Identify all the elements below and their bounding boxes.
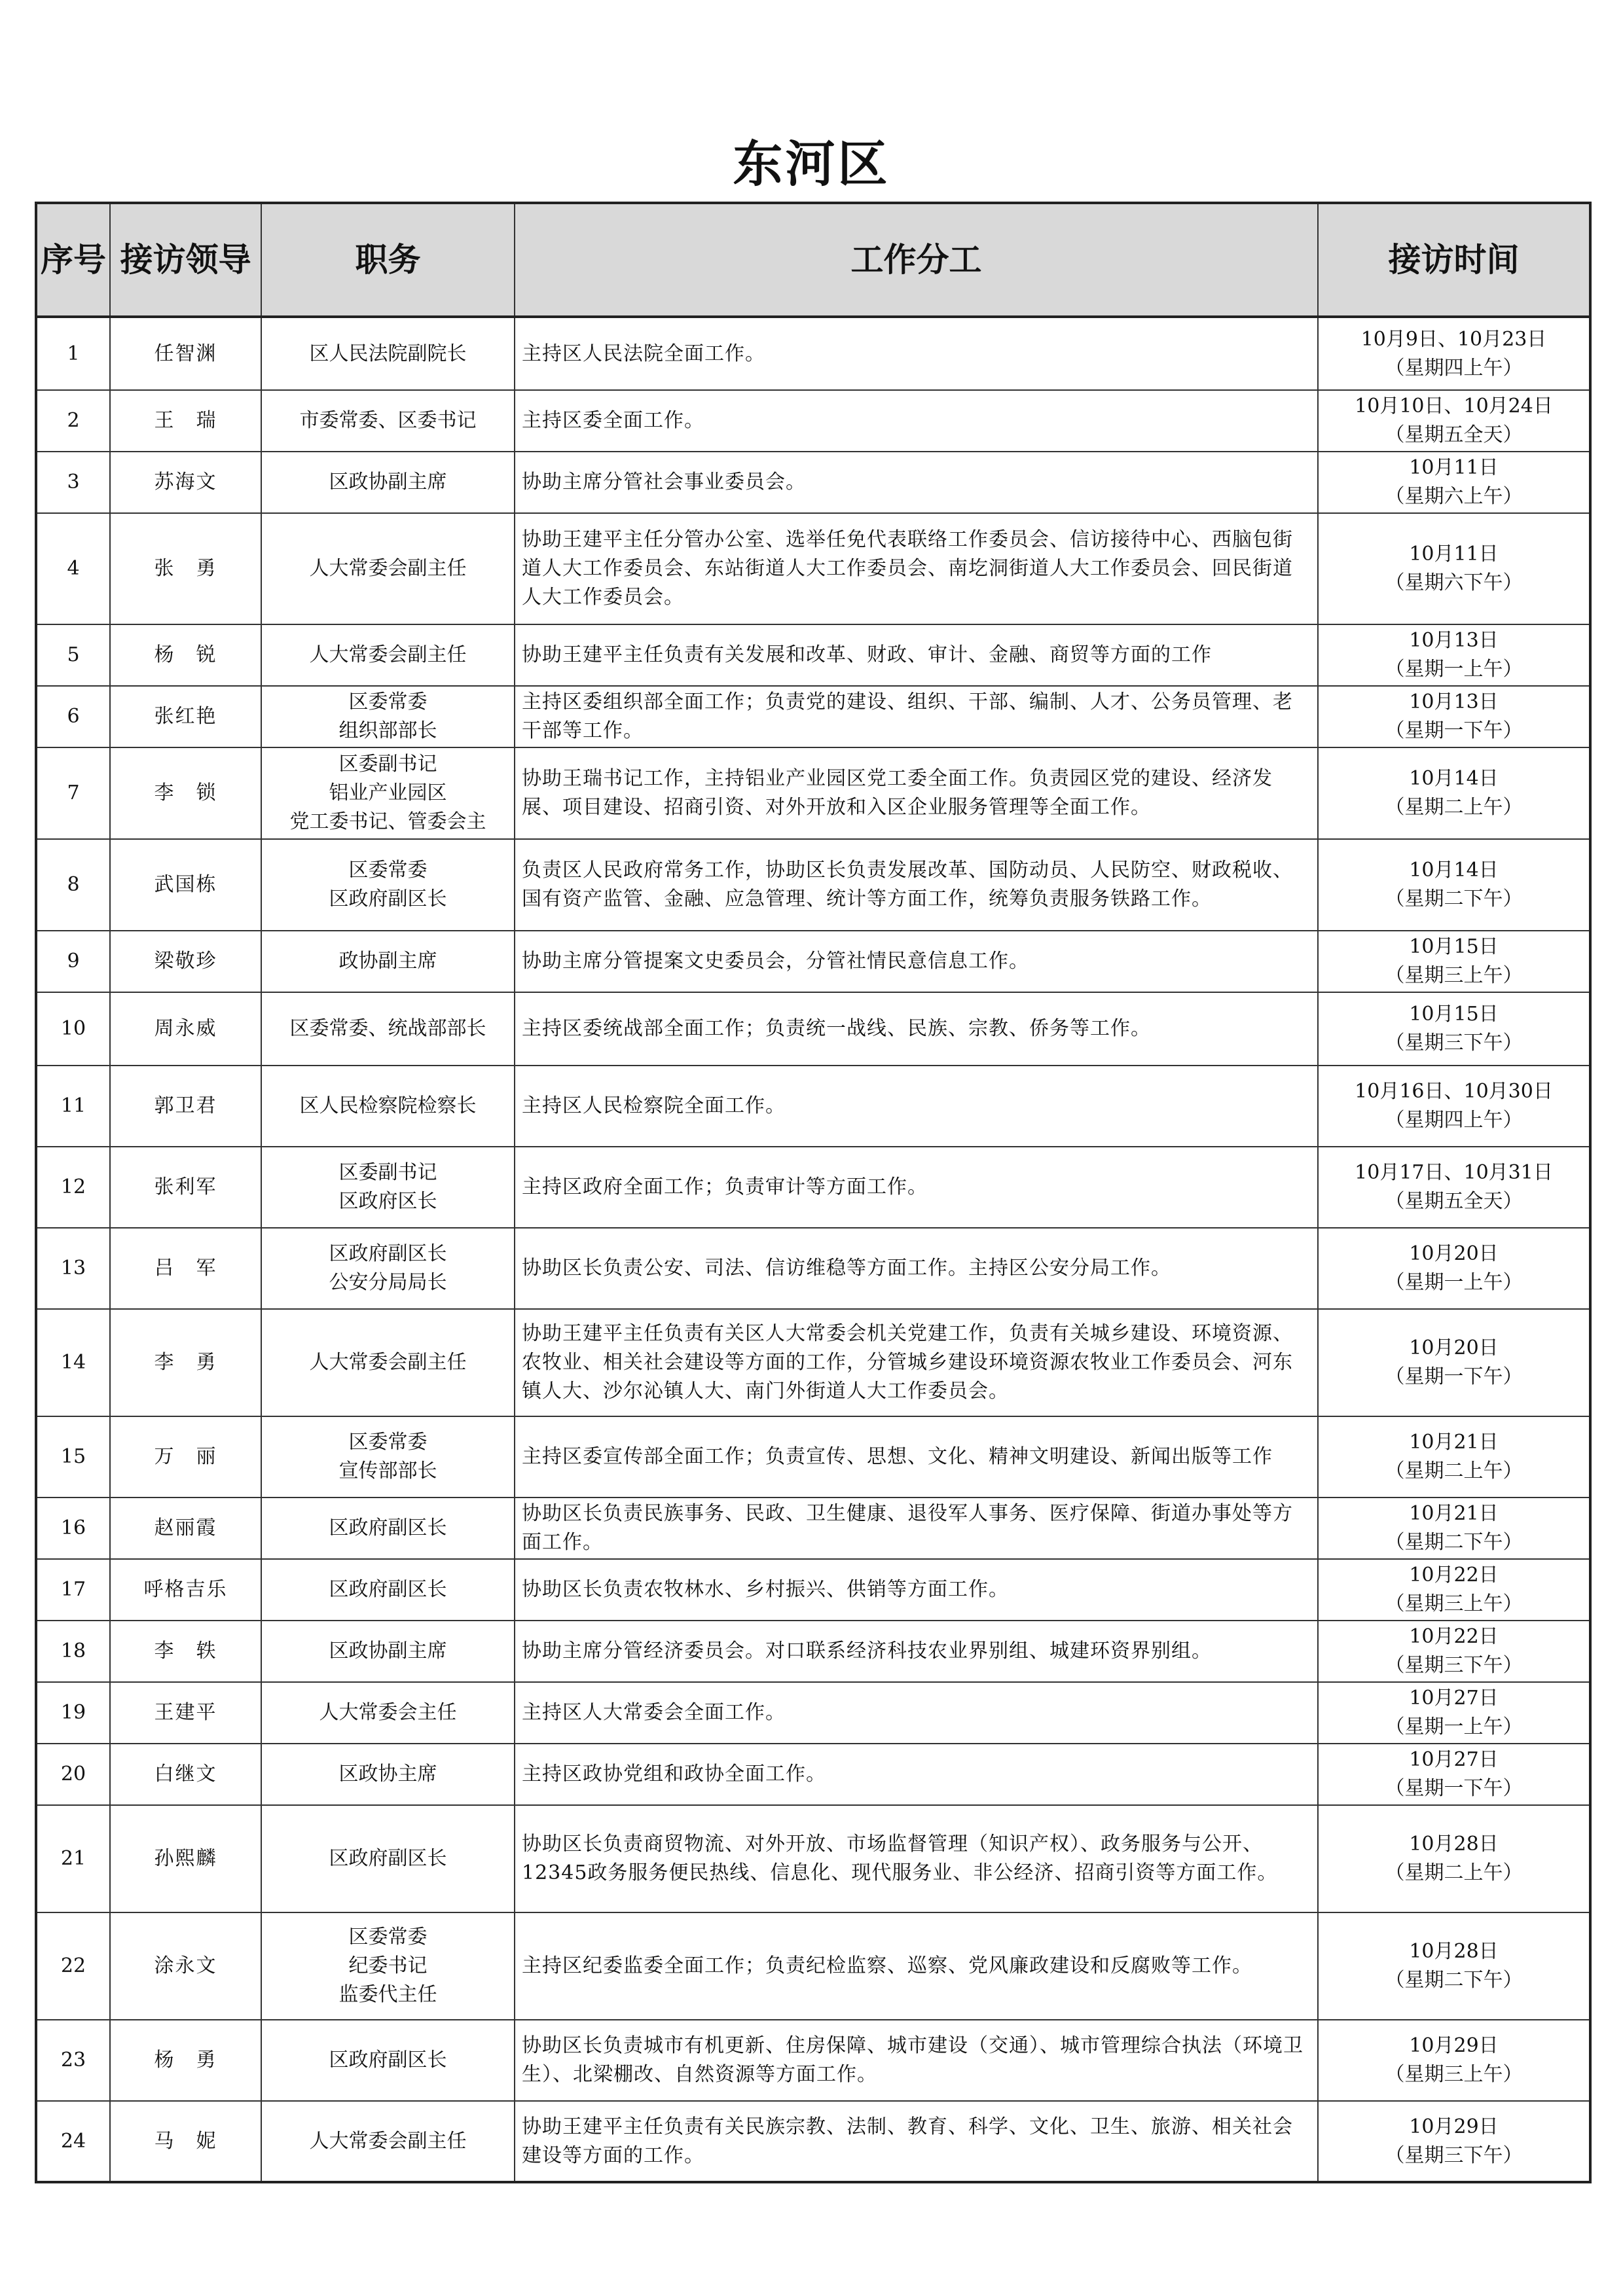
- row-number: 14: [36, 1309, 110, 1416]
- leader-name: 张利军: [110, 1147, 261, 1228]
- position-cell: 区委常委 宣传部部长: [261, 1416, 515, 1498]
- leader-name: 孙熙麟: [110, 1805, 261, 1912]
- position-cell: 人大常委会副主任: [261, 2101, 515, 2182]
- table-row: [36, 1066, 1590, 1147]
- row-number: 6: [36, 686, 110, 747]
- page-title: 东河区: [733, 135, 890, 193]
- table-row: [36, 1682, 1590, 1744]
- leader-name: 苏海文: [110, 452, 261, 513]
- position-cell: 区政府副区长: [261, 1805, 515, 1912]
- table-row: [36, 1228, 1590, 1309]
- duty-cell: 协助主席分管社会事业委员会。: [515, 452, 1318, 513]
- row-number: 13: [36, 1228, 110, 1309]
- table-row: [36, 1416, 1590, 1498]
- row-number: 11: [36, 1066, 110, 1147]
- table-row: [36, 1621, 1590, 1682]
- reception-time-cell: 10月22日 （星期三下午）: [1318, 1621, 1590, 1682]
- row-number: 9: [36, 931, 110, 992]
- table-row: [36, 1744, 1590, 1805]
- duty-cell: 协助区长负责城市有机更新、住房保障、城市建设（交通）、城市管理综合执法（环境卫生）、北梁棚改、自然资源等方面工作。: [515, 2020, 1318, 2101]
- duty-cell: 协助王建平主任负责有关发展和改革、财政、审计、金融、商贸等方面的工作: [515, 624, 1318, 686]
- leader-name: 张红艳: [110, 686, 261, 747]
- leader-name: 周永威: [110, 992, 261, 1066]
- table-row: [36, 931, 1590, 992]
- duty-cell: 协助王建平主任负责有关区人大常委会机关党建工作，负责有关城乡建设、环境资源、农牧业、相关社会建设等方面的工作，分管城乡建设环境资源农牧业工作委员会、河东镇人大、沙尔沁镇人大、南门外街道人大工作委员会。: [515, 1309, 1318, 1416]
- row-number: 12: [36, 1147, 110, 1228]
- row-number: 20: [36, 1744, 110, 1805]
- leader-name: 赵丽霞: [110, 1498, 261, 1559]
- row-number: 19: [36, 1682, 110, 1744]
- header-number: 序号: [36, 203, 110, 317]
- duty-cell: 协助主席分管提案文史委员会，分管社情民意信息工作。: [515, 931, 1318, 992]
- row-number: 5: [36, 624, 110, 686]
- row-number: 22: [36, 1912, 110, 2020]
- duty-cell: 负责区人民政府常务工作，协助区长负责发展改革、国防动员、人民防空、财政税收、国有资产监管、金融、应急管理、统计等方面工作，统筹负责服务铁路工作。: [515, 839, 1318, 931]
- leader-name: 李 勇: [110, 1309, 261, 1416]
- table-row: [36, 452, 1590, 513]
- header-duty: 工作分工: [515, 203, 1318, 317]
- row-number: 1: [36, 317, 110, 390]
- row-number: 21: [36, 1805, 110, 1912]
- duty-cell: 主持区人民法院全面工作。: [515, 317, 1318, 390]
- table-row: [36, 2020, 1590, 2101]
- duty-cell: 协助主席分管经济委员会。对口联系经济科技农业界别组、城建环资界别组。: [515, 1621, 1318, 1682]
- duty-cell: 主持区政协党组和政协全面工作。: [515, 1744, 1318, 1805]
- duty-cell: 协助区长负责商贸物流、对外开放、市场监督管理（知识产权）、政务服务与公开、12345政务服务便民热线、信息化、现代服务业、非公经济、招商引资等方面工作。: [515, 1805, 1318, 1912]
- row-number: 17: [36, 1559, 110, 1621]
- position-cell: 区政府副区长: [261, 1559, 515, 1621]
- position-cell: 区政府副区长: [261, 1498, 515, 1559]
- table-row: [36, 1559, 1590, 1621]
- reception-time-cell: 10月13日 （星期一上午）: [1318, 624, 1590, 686]
- reception-time-cell: 10月21日 （星期二下午）: [1318, 1498, 1590, 1559]
- table-row: [36, 1309, 1590, 1416]
- leader-name: 王建平: [110, 1682, 261, 1744]
- table-row: [36, 513, 1590, 624]
- table-row: [36, 2101, 1590, 2182]
- table-row: [36, 390, 1590, 452]
- leader-name: 杨 锐: [110, 624, 261, 686]
- duty-cell: 协助区长负责公安、司法、信访维稳等方面工作。主持区公安分局工作。: [515, 1228, 1318, 1309]
- reception-time-cell: 10月17日、10月31日 （星期五全天）: [1318, 1147, 1590, 1228]
- position-cell: 区委常委 区政府副区长: [261, 839, 515, 931]
- duty-cell: 主持区人大常委会全面工作。: [515, 1682, 1318, 1744]
- row-number: 24: [36, 2101, 110, 2182]
- leader-name: 呼格吉乐: [110, 1559, 261, 1621]
- reception-time-cell: 10月10日、10月24日 （星期五全天）: [1318, 390, 1590, 452]
- position-cell: 区政协副主席: [261, 452, 515, 513]
- position-cell: 区委副书记 铝业产业园区 党工委书记、管委会主: [261, 747, 515, 839]
- leader-name: 李 轶: [110, 1621, 261, 1682]
- position-cell: 区委常委 组织部部长: [261, 686, 515, 747]
- reception-time-cell: 10月15日 （星期三下午）: [1318, 992, 1590, 1066]
- leader-name: 武国栋: [110, 839, 261, 931]
- position-cell: 区人民法院副院长: [261, 317, 515, 390]
- reception-time-cell: 10月27日 （星期一下午）: [1318, 1744, 1590, 1805]
- reception-time-cell: 10月16日、10月30日 （星期四上午）: [1318, 1066, 1590, 1147]
- row-number: 2: [36, 390, 110, 452]
- row-number: 18: [36, 1621, 110, 1682]
- position-cell: 区委副书记 区政府区长: [261, 1147, 515, 1228]
- reception-time-cell: 10月11日 （星期六上午）: [1318, 452, 1590, 513]
- position-cell: 区政协副主席: [261, 1621, 515, 1682]
- table-row: [36, 1498, 1590, 1559]
- position-cell: 区委常委 纪委书记 监委代主任: [261, 1912, 515, 2020]
- duty-cell: 协助区长负责民族事务、民政、卫生健康、退役军人事务、医疗保障、街道办事处等方面工作。: [515, 1498, 1318, 1559]
- reception-time-cell: 10月27日 （星期一上午）: [1318, 1682, 1590, 1744]
- row-number: 4: [36, 513, 110, 624]
- position-cell: 区委常委、统战部部长: [261, 992, 515, 1066]
- duty-cell: 主持区人民检察院全面工作。: [515, 1066, 1318, 1147]
- position-cell: 区人民检察院检察长: [261, 1066, 515, 1147]
- header-time: 接访时间: [1318, 203, 1590, 317]
- reception-time-cell: 10月15日 （星期三上午）: [1318, 931, 1590, 992]
- leader-name: 王 瑞: [110, 390, 261, 452]
- duty-cell: 协助王建平主任分管办公室、选举任免代表联络工作委员会、信访接待中心、西脑包街道人大工作委员会、东站街道人大工作委员会、南圪洞街道人大工作委员会、回民街道人大工作委员会。: [515, 513, 1318, 624]
- reception-time-cell: 10月20日 （星期一上午）: [1318, 1228, 1590, 1309]
- leader-name: 吕 军: [110, 1228, 261, 1309]
- table-row: [36, 317, 1590, 390]
- position-cell: 区政协主席: [261, 1744, 515, 1805]
- reception-time-cell: 10月11日 （星期六下午）: [1318, 513, 1590, 624]
- reception-time-cell: 10月28日 （星期二下午）: [1318, 1912, 1590, 2020]
- header-position: 职务: [261, 203, 515, 317]
- reception-time-cell: 10月21日 （星期二上午）: [1318, 1416, 1590, 1498]
- leader-name: 涂永文: [110, 1912, 261, 2020]
- table-row: [36, 839, 1590, 931]
- row-number: 10: [36, 992, 110, 1066]
- duty-cell: 主持区纪委监委全面工作；负责纪检监察、巡察、党风廉政建设和反腐败等工作。: [515, 1912, 1318, 2020]
- reception-time-cell: 10月14日 （星期二上午）: [1318, 747, 1590, 839]
- table-row: [36, 992, 1590, 1066]
- table-row: [36, 747, 1590, 839]
- row-number: 23: [36, 2020, 110, 2101]
- row-number: 16: [36, 1498, 110, 1559]
- position-cell: 区政府副区长: [261, 2020, 515, 2101]
- row-number: 8: [36, 839, 110, 931]
- table-row: [36, 1805, 1590, 1912]
- position-cell: 人大常委会副主任: [261, 513, 515, 624]
- duty-cell: 主持区委全面工作。: [515, 390, 1318, 452]
- header-leader: 接访领导: [110, 203, 261, 317]
- duty-cell: 协助王建平主任负责有关民族宗教、法制、教育、科学、文化、卫生、旅游、相关社会建设等方面的工作。: [515, 2101, 1318, 2182]
- reception-time-cell: 10月20日 （星期一下午）: [1318, 1309, 1590, 1416]
- position-cell: 人大常委会副主任: [261, 1309, 515, 1416]
- duty-cell: 主持区委宣传部全面工作；负责宣传、思想、文化、精神文明建设、新闻出版等工作: [515, 1416, 1318, 1498]
- leader-name: 马 妮: [110, 2101, 261, 2182]
- duty-cell: 主持区委组织部全面工作；负责党的建设、组织、干部、编制、人才、公务员管理、老干部等工作。: [515, 686, 1318, 747]
- reception-time-cell: 10月14日 （星期二下午）: [1318, 839, 1590, 931]
- position-cell: 政协副主席: [261, 931, 515, 992]
- position-cell: 人大常委会主任: [261, 1682, 515, 1744]
- reception-time-cell: 10月28日 （星期二上午）: [1318, 1805, 1590, 1912]
- table-row: [36, 1147, 1590, 1228]
- row-number: 3: [36, 452, 110, 513]
- leader-name: 张 勇: [110, 513, 261, 624]
- leader-name: 杨 勇: [110, 2020, 261, 2101]
- leader-name: 白继文: [110, 1744, 261, 1805]
- leader-name: 任智渊: [110, 317, 261, 390]
- leader-name: 李 锁: [110, 747, 261, 839]
- leader-name: 梁敬珍: [110, 931, 261, 992]
- table-row: [36, 624, 1590, 686]
- position-cell: 人大常委会副主任: [261, 624, 515, 686]
- table-row: [36, 686, 1590, 747]
- reception-time-cell: 10月22日 （星期三上午）: [1318, 1559, 1590, 1621]
- table-header-row: [36, 203, 1590, 317]
- position-cell: 区政府副区长 公安分局局长: [261, 1228, 515, 1309]
- leader-name: 万 丽: [110, 1416, 261, 1498]
- duty-cell: 协助王瑞书记工作，主持铝业产业园区党工委全面工作。负责园区党的建设、经济发展、项目建设、招商引资、对外开放和入区企业服务管理等全面工作。: [515, 747, 1318, 839]
- reception-time-cell: 10月29日 （星期三下午）: [1318, 2101, 1590, 2182]
- table-row: [36, 1912, 1590, 2020]
- reception-schedule-table: [35, 202, 1592, 2183]
- position-cell: 市委常委、区委书记: [261, 390, 515, 452]
- row-number: 7: [36, 747, 110, 839]
- row-number: 15: [36, 1416, 110, 1498]
- reception-time-cell: 10月13日 （星期一下午）: [1318, 686, 1590, 747]
- duty-cell: 主持区委统战部全面工作；负责统一战线、民族、宗教、侨务等工作。: [515, 992, 1318, 1066]
- reception-time-cell: 10月9日、10月23日 （星期四上午）: [1318, 317, 1590, 390]
- duty-cell: 协助区长负责农牧林水、乡村振兴、供销等方面工作。: [515, 1559, 1318, 1621]
- duty-cell: 主持区政府全面工作；负责审计等方面工作。: [515, 1147, 1318, 1228]
- leader-name: 郭卫君: [110, 1066, 261, 1147]
- reception-time-cell: 10月29日 （星期三上午）: [1318, 2020, 1590, 2101]
